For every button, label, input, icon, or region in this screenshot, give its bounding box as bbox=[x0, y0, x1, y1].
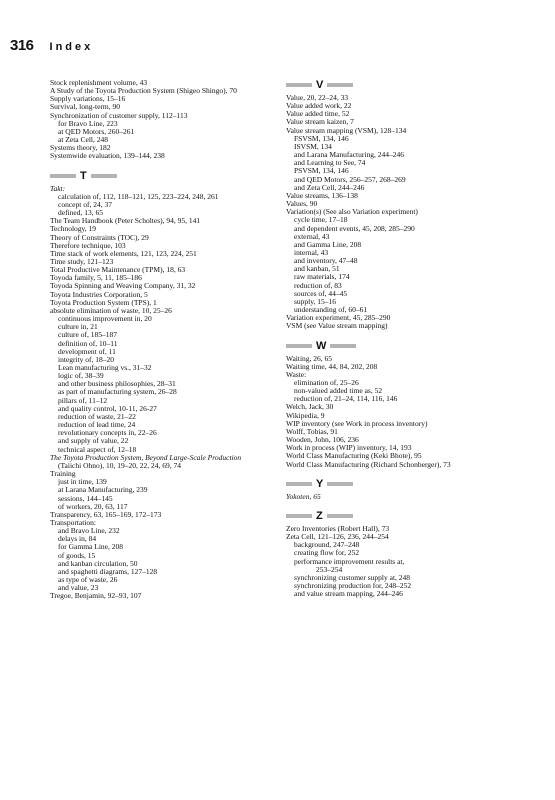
index-entry: Toyoda Spinning and Weaving Company, 31, 32 bbox=[50, 281, 196, 291]
index-subentry: integrity of, 18–20 bbox=[58, 354, 115, 364]
index-subentry: and Bravo Line, 232 bbox=[58, 526, 120, 536]
heading-rule-right bbox=[330, 344, 356, 348]
section-letter: Y bbox=[316, 477, 324, 490]
index-entry: Therefore technique, 103 bbox=[50, 240, 126, 250]
index-group-y bbox=[286, 493, 516, 501]
index-subentry: delays in, 84 bbox=[58, 534, 97, 544]
index-entry: Transparency, 63, 165–169, 172–173 bbox=[50, 509, 162, 519]
index-subentry: reduction of lead time, 24 bbox=[58, 420, 136, 430]
index-entry: VSM (see Value stream mapping) bbox=[286, 321, 388, 331]
index-subentry: 253–254 bbox=[316, 564, 343, 574]
index-entry: Waste: bbox=[286, 369, 307, 379]
index-entry: Variation experiment, 45, 285–290 bbox=[286, 313, 391, 323]
index-entry: Value stream mapping (VSM), 128–134 bbox=[286, 125, 407, 135]
index-subentry: defined, 13, 65 bbox=[58, 208, 103, 218]
index-subentry: calculation of, 112, 118–121, 125, 223–224, 248, 261 bbox=[58, 191, 219, 201]
index-entry: Value streams, 136–138 bbox=[286, 190, 358, 200]
index-subentry: at Zeta Cell, 248 bbox=[58, 135, 108, 145]
index-subentry: and kanban, 51 bbox=[294, 264, 340, 274]
index-subentry: revolutionary concepts in, 22–26 bbox=[58, 428, 157, 438]
index-subentry: reduction of waste, 21–22 bbox=[58, 411, 136, 421]
index-subentry: PSVSM, 134, 146 bbox=[294, 166, 349, 176]
index-subentry: and quality control, 10-11, 26-27 bbox=[58, 403, 157, 413]
index-subentry: and spaghetti diagrams, 127–128 bbox=[58, 566, 158, 576]
heading-rule-left bbox=[286, 344, 312, 348]
heading-rule-right bbox=[327, 482, 353, 486]
index-entry: Waiting, 26, 65 bbox=[286, 353, 333, 363]
index-entry: Wooden, John, 106, 236 bbox=[286, 435, 359, 445]
index-entry: Technology, 19 bbox=[50, 224, 97, 234]
index-entry: Toyota Industries Corporation, 5 bbox=[50, 289, 148, 299]
index-entry: Time stack of work elements, 121, 123, 224, 251 bbox=[50, 248, 197, 258]
index-entry: Value stream kaizen, 7 bbox=[286, 117, 354, 127]
index-subentry: at QED Motors, 260–261 bbox=[58, 126, 135, 136]
index-subentry: and inventory, 47–48 bbox=[294, 256, 358, 266]
letter-heading-w bbox=[286, 340, 516, 352]
index-entry: Value added time, 52 bbox=[286, 109, 350, 119]
index-entry: Training bbox=[50, 469, 76, 479]
index-group-s bbox=[50, 79, 280, 161]
index-group-z bbox=[286, 525, 516, 598]
index-subentry: continuous improvement in, 20 bbox=[58, 314, 152, 324]
index-subentry: understanding of, 60–61 bbox=[294, 305, 368, 315]
index-subentry: synchronizing customer supply at, 248 bbox=[294, 572, 411, 582]
page-number: 316 bbox=[10, 37, 34, 54]
index-entry: Value, 20, 22–24, 33 bbox=[286, 93, 349, 102]
index-entry: Synchronization of customer supply, 112–113 bbox=[50, 110, 188, 120]
index-entry: Value added work, 22 bbox=[286, 101, 352, 111]
index-subentry: pillars of, 11–12 bbox=[58, 395, 108, 405]
index-entry: Survival, long-term, 90 bbox=[50, 102, 120, 112]
index-subentry: at Larana Manufacturing, 239 bbox=[58, 485, 148, 495]
index-subentry: background, 247–248 bbox=[294, 540, 360, 550]
index-entry: Wikipedia, 9 bbox=[286, 410, 325, 420]
index-subentry: and value, 23 bbox=[58, 583, 99, 593]
index-subentry: reduction of, 83 bbox=[294, 280, 342, 290]
index-subentry: as part of manufacturing system, 26–28 bbox=[58, 387, 177, 397]
index-subentry: definition of, 10–11 bbox=[58, 338, 118, 348]
index-subentry: ISVSM, 134 bbox=[294, 141, 332, 151]
heading-rule-right bbox=[327, 83, 353, 87]
index-subentry: internal, 43 bbox=[294, 247, 329, 257]
index-entry: Time study, 121–123 bbox=[50, 256, 114, 266]
index-entry: Variation(s) (See also Variation experiment) bbox=[286, 207, 418, 217]
index-subentry: for Gamma Line, 208 bbox=[58, 542, 123, 552]
index-subentry: non-valued added time as, 52 bbox=[294, 386, 383, 396]
section-letter: T bbox=[80, 169, 87, 182]
index-subentry: and Larana Manufacturing, 244–246 bbox=[294, 150, 404, 160]
index-entry: Yokoten, 65 bbox=[286, 491, 321, 501]
index-entry: Supply variations, 15–16 bbox=[50, 94, 126, 104]
index-entry: Toyoda family, 5, 11, 185–186 bbox=[50, 273, 142, 283]
index-subentry: supply, 15–16 bbox=[294, 296, 337, 306]
index-subentry: just in time, 139 bbox=[58, 477, 107, 487]
index-subentry: cycle time, 17–18 bbox=[294, 215, 348, 225]
index-subentry: FSVSM, 134, 146 bbox=[294, 133, 349, 143]
section-letter: Z bbox=[316, 509, 323, 522]
heading-rule-left bbox=[286, 83, 312, 87]
index-subentry: of workers, 20, 63, 117 bbox=[58, 501, 128, 511]
index-entry: Zeta Cell, 121–126, 236, 244–254 bbox=[286, 532, 389, 542]
heading-rule-right bbox=[91, 174, 117, 178]
index-group-v bbox=[286, 94, 516, 331]
index-subentry: and QED Motors, 256–257, 268–269 bbox=[294, 174, 406, 184]
page-header bbox=[10, 37, 93, 54]
letter-heading-t bbox=[50, 170, 280, 182]
index-subentry: sources of, 44–45 bbox=[294, 288, 348, 298]
heading-rule-left bbox=[50, 174, 76, 178]
index-subentry: and Learning to See, 74 bbox=[294, 158, 366, 168]
letter-heading-v bbox=[286, 79, 516, 91]
index-entry: World Class Manufacturing (Richard Schonberger), 73 bbox=[286, 459, 451, 469]
index-subentry: and Gamma Line, 208 bbox=[294, 239, 362, 249]
index-group-t bbox=[50, 185, 280, 601]
index-entry: The Team Handbook (Peter Scholtes), 94, 95, 141 bbox=[50, 216, 201, 226]
index-subentry: Lean manufacturing vs., 31–32 bbox=[58, 363, 152, 372]
index-subentry: as type of waste, 26 bbox=[58, 575, 118, 585]
index-subentry: reduction of, 21–24, 114, 116, 146 bbox=[294, 394, 398, 404]
index-entry: Stock replenishment volume, 43 bbox=[50, 78, 148, 87]
index-subentry: for Bravo Line, 223 bbox=[58, 118, 118, 128]
index-subentry: (Taiichi Ohno), 10, 19–20, 22, 24, 69, 74 bbox=[58, 460, 182, 470]
index-entry: Values, 90 bbox=[286, 199, 318, 209]
index-entry: WIP inventory (see Work in process inventory) bbox=[286, 418, 428, 428]
index-subentry: logic of, 38–39 bbox=[58, 371, 104, 381]
index-subentry: and other business philosophies, 28–31 bbox=[58, 379, 176, 389]
index-subentry: culture in, 21 bbox=[58, 322, 98, 332]
index-entry: A Study of the Toyota Production System (Shigeo Shingo), 70 bbox=[50, 86, 237, 96]
index-subentry: and dependent events, 45, 208, 285–290 bbox=[294, 223, 415, 233]
index-group-w bbox=[286, 355, 516, 469]
index-entry: Toyota Production System (TPS), 1 bbox=[50, 297, 157, 307]
index-entry: The Toyota Production System, Beyond Large-Scale Production bbox=[50, 452, 242, 462]
index-entry: World Class Manufacturing (Keki Bhote), 95 bbox=[286, 451, 422, 461]
section-letter: W bbox=[316, 339, 327, 352]
index-subentry: technical aspect of, 12–18 bbox=[58, 444, 137, 454]
index-column-right bbox=[286, 79, 516, 598]
index-subentry: performance improvement results at, bbox=[294, 556, 405, 566]
index-entry: Systems theory, 182 bbox=[50, 143, 111, 153]
index-subentry: of goods, 15 bbox=[58, 550, 96, 560]
section-title: Index bbox=[49, 41, 94, 53]
index-entry: Systemwide evaluation, 139–144, 238 bbox=[50, 151, 165, 161]
index-entry: Zero Inventories (Robert Hall), 73 bbox=[286, 523, 390, 533]
index-subentry: raw materials, 174 bbox=[294, 272, 350, 282]
index-subentry: synchronizing production for, 248–252 bbox=[294, 580, 412, 590]
index-subentry: culture of, 185–187 bbox=[58, 330, 117, 340]
index-subentry: and kanban circulation, 50 bbox=[58, 558, 138, 568]
letter-heading-z bbox=[286, 510, 516, 522]
index-subentry: creating flow for, 252 bbox=[294, 548, 360, 558]
index-column-left bbox=[50, 79, 280, 601]
index-subentry: and supply of value, 22 bbox=[58, 436, 129, 446]
index-subentry: and value stream mapping, 244–246 bbox=[294, 589, 403, 599]
index-subentry: external, 43 bbox=[294, 231, 330, 241]
heading-rule-left bbox=[286, 514, 312, 518]
index-subentry: development of, 11 bbox=[58, 346, 116, 356]
index-entry: Waiting time, 44, 84, 202, 208 bbox=[286, 361, 378, 371]
index-subentry: concept of, 24, 37 bbox=[58, 199, 112, 209]
index-entry: Total Productive Maintenance (TPM), 18, 63 bbox=[50, 265, 186, 275]
index-subentry: and Zeta Cell, 244–246 bbox=[294, 182, 365, 192]
letter-heading-y bbox=[286, 478, 516, 490]
index-entry: Welch, Jack, 30 bbox=[286, 402, 334, 412]
heading-rule-left bbox=[286, 482, 312, 486]
index-entry: Transportation: bbox=[50, 517, 96, 527]
index-entry: absolute elimination of waste, 10, 25–26 bbox=[50, 305, 172, 315]
index-subentry: sessions, 144–145 bbox=[58, 493, 113, 503]
index-entry: Work in process (WIP) inventory, 14, 193 bbox=[286, 443, 412, 453]
index-entry: Takt: bbox=[50, 183, 66, 193]
index-entry: Theory of Constraints (TOC), 29 bbox=[50, 232, 149, 242]
index-entry: Tregoe, Benjamin, 92–93, 107 bbox=[50, 591, 142, 601]
index-subentry: elimination of, 25–26 bbox=[294, 378, 359, 387]
heading-rule-right bbox=[327, 514, 353, 518]
index-entry: Wolff, Tobias, 91 bbox=[286, 426, 338, 436]
section-letter: V bbox=[316, 79, 324, 91]
